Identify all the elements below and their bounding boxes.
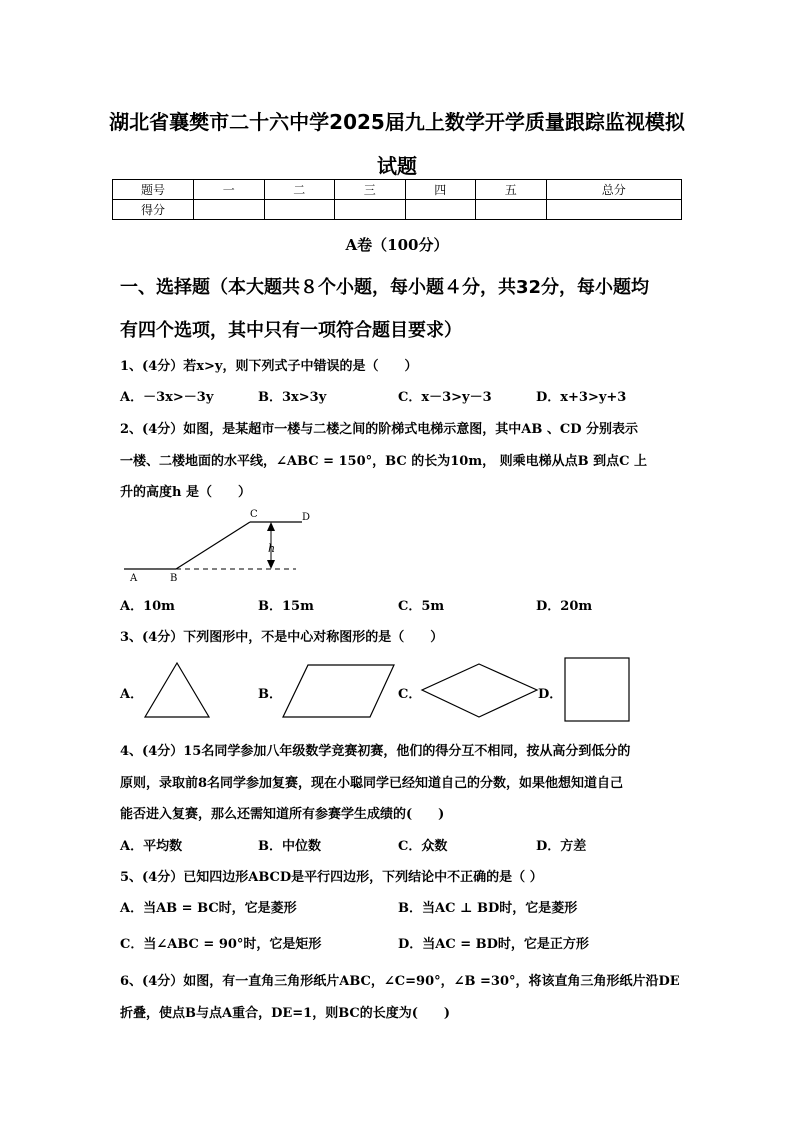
- line-bc: [176, 522, 250, 569]
- score-cell: 三: [335, 180, 406, 200]
- question-4-line-1: 4、(4分）15名同学参加八年级数学竞赛初赛，他们的得分互不相同，按从高分到低分的: [120, 744, 631, 759]
- label-c: C: [250, 509, 258, 520]
- title-line-1: 湖北省襄樊市二十六中学2025届九上数学开学质量跟踪监视模拟: [109, 110, 685, 134]
- q3-option-c[interactable]: C．: [398, 687, 422, 702]
- q4-option-d[interactable]: D．方差: [536, 839, 587, 854]
- question-2-line-1: 2、(4分）如图，是某超市一楼与二楼之间的阶梯式电梯示意图，其中AB 、CD 分别表示: [120, 422, 638, 437]
- label-b: B: [170, 573, 178, 584]
- arrow-up-icon: [267, 522, 275, 531]
- label-h: h: [268, 542, 276, 555]
- score-table-header-row: [113, 180, 682, 200]
- q2-option-a[interactable]: A．10m: [120, 599, 175, 614]
- score-input-cell[interactable]: [546, 200, 682, 220]
- score-input-cell[interactable]: [476, 200, 547, 220]
- title-line-2: 试题: [377, 154, 417, 178]
- score-input-cell[interactable]: [194, 200, 265, 220]
- score-table-score-row: [113, 200, 682, 220]
- section-1-heading-line-2: 有四个选项，其中只有一项符合题目要求）: [120, 320, 462, 341]
- q2-option-b[interactable]: B．15m: [258, 599, 314, 614]
- question-5-stem: 5、(4分）已知四边形ABCD是平行四边形，下列结论中不正确的是（ ）: [120, 870, 543, 885]
- score-input-cell[interactable]: [405, 200, 476, 220]
- score-cell: 总分: [546, 180, 682, 200]
- q2-option-c[interactable]: C．5m: [398, 599, 445, 614]
- score-cell: 二: [264, 180, 335, 200]
- score-cell: 五: [476, 180, 547, 200]
- section-1-heading-line-1: 一、选择题（本大题共８个小题，每小题４分，共32分，每小题均: [120, 277, 650, 298]
- q4-option-a[interactable]: A．平均数: [120, 839, 183, 854]
- q1-option-a[interactable]: A．－3x>－3y: [120, 390, 214, 405]
- score-cell: 题号: [113, 180, 194, 200]
- score-cell: 得分: [113, 200, 194, 220]
- question-1-stem: 1、(4分）若x>y，则下列式子中错误的是（ ）: [120, 359, 418, 374]
- score-cell: 四: [405, 180, 476, 200]
- q4-option-b[interactable]: B．中位数: [258, 839, 321, 854]
- question-3-stem: 3、(4分）下列图形中，不是中心对称图形的是（ ）: [120, 630, 444, 645]
- question-2-line-3: 升的高度h 是（ ）: [120, 485, 251, 500]
- q1-option-b[interactable]: B．3x>3y: [258, 390, 327, 405]
- q4-option-c[interactable]: C．众数: [398, 839, 448, 854]
- label-d: D: [302, 512, 311, 523]
- q5-option-b[interactable]: B．当AC ⊥ BD时，它是菱形: [398, 901, 578, 916]
- q1-option-c[interactable]: C．x－3>y－3: [398, 390, 492, 405]
- arrow-down-icon: [267, 560, 275, 569]
- q3-option-b[interactable]: B．: [258, 687, 282, 702]
- score-table: [112, 179, 682, 220]
- score-cell: 一: [194, 180, 265, 200]
- q2-option-d[interactable]: D．20m: [536, 599, 593, 614]
- question-6-line-1: 6、(4分）如图，有一直角三角形纸片ABC，∠C=90°，∠B =30°，将该直角三角形纸片沿DE: [120, 974, 680, 989]
- q5-option-a[interactable]: A．当AB = BC时，它是菱形: [120, 901, 297, 916]
- q1-option-d[interactable]: D．x+3>y+3: [536, 390, 627, 405]
- question-2-line-2: 一楼、二楼地面的水平线，∠ABC = 150°，BC 的长为10m， 则乘电梯从点B 到点C 上: [120, 454, 647, 469]
- q5-option-c[interactable]: C．当∠ABC = 90°时，它是矩形: [120, 937, 322, 952]
- score-input-cell[interactable]: [335, 200, 406, 220]
- rhombus-shape: [420, 662, 540, 720]
- q3-option-d[interactable]: D．: [538, 687, 563, 702]
- q5-option-d[interactable]: D．当AC = BD时，它是正方形: [398, 937, 589, 952]
- question-6-line-2: 折叠，使点B与点A重合，DE=1，则BC的长度为( ): [120, 1006, 451, 1021]
- parallelogram-shape: [280, 662, 398, 720]
- square-shape: [563, 656, 633, 724]
- score-input-cell[interactable]: [264, 200, 335, 220]
- triangle-shape: [142, 660, 212, 720]
- escalator-figure: [118, 505, 318, 585]
- label-a: A: [130, 573, 138, 584]
- question-4-line-2: 原则，录取前8名同学参加复赛，现在小聪同学已经知道自己的分数，如果他想知道自己: [120, 776, 624, 791]
- q3-option-a[interactable]: A．: [120, 687, 144, 702]
- paper-section-title: A卷（100分）: [345, 236, 449, 254]
- question-4-line-3: 能否进入复赛，那么还需知道所有参赛学生成绩的( ): [120, 807, 445, 822]
